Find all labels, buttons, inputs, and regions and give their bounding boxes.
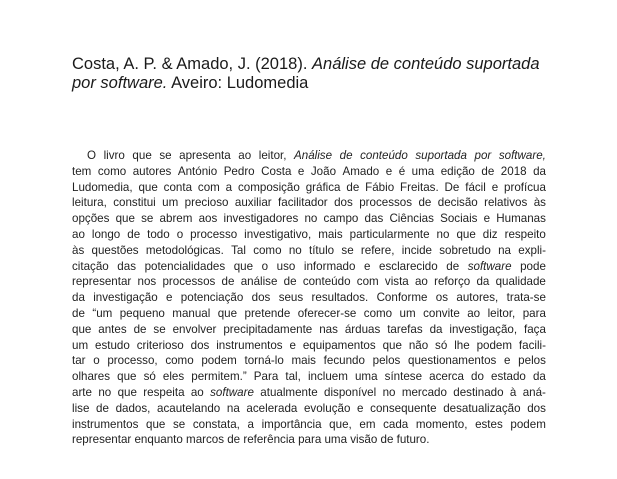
paragraph-line: representar nos processos de análise de conteúdo com vista ao reforço da qualidade [72,275,546,289]
review-paragraph [72,148,546,448]
paragraph-line: ao longo de todo o processo investigativo, mais particularmente no que diz respeito [72,227,546,241]
reference-authors: Costa, A. P. & Amado, J. (2018). [72,55,308,73]
reference-publisher: Aveiro: Ludomedia [171,74,309,92]
paragraph-line: O livro que se apresenta ao leitor, Análise de conteúdo suportada por software, [87,149,546,162]
paragraph-line: da investigação e potenciação dos seus resultados. Conforme os autores, trata-se [72,291,546,305]
paragraph-line: um estudo criterioso dos instrumentos e equipamentos que não só lhe podem facili- [72,338,546,352]
paragraph-line: tar o processo, como podem torná-lo mais fecundo pelos questionamentos e pelos [72,354,546,368]
paragraph-line: que antes de se envolver precipitadamente nas árduas tarefas da investigação, faça [72,322,546,336]
bibliographic-reference [72,55,552,93]
paragraph-line: olhares que só eles permitem.” Para tal, incluem uma síntese acerca do estado da [72,370,546,384]
reference-title: Análise de conteúdo suportada por software. [72,55,540,92]
paragraph-line: leitura, constitui um precioso auxiliar facilitador dos processos de decisão relativos às [72,196,546,210]
paragraph-line: arte no que respeita ao software atualmente disponível no mercado destinado à aná- [72,385,546,399]
paragraph-line: tem como autores António Pedro Costa e João Amado e é uma edição de 2018 da [72,164,546,178]
paragraph-line: Ludomedia, que conta com a composição gráfica de Fábio Freitas. De fácil e profícua [72,180,546,194]
paragraph-line: citação das potencialidades que o uso informado e esclarecido de software pode [72,259,546,273]
paragraph-line: às questões metodológicas. Tal como no título se refere, incide sobretudo na expli- [72,243,546,257]
paragraph-line: representar enquanto marcos de referência para uma visão de futuro. [72,433,430,447]
paragraph-line: de “um pequeno manual que pretende oferecer-se como um convite ao leitor, para [72,306,546,320]
paragraph-line: instrumentos que se constata, a importância que, em cada momento, estes podem [72,417,546,431]
paragraph-line: opções que se abrem aos investigadores no campo das Ciências Sociais e Humanas [72,212,546,226]
paragraph-line: lise de dados, acautelando na acelerada evolução e consequente desatualização dos [72,401,546,415]
